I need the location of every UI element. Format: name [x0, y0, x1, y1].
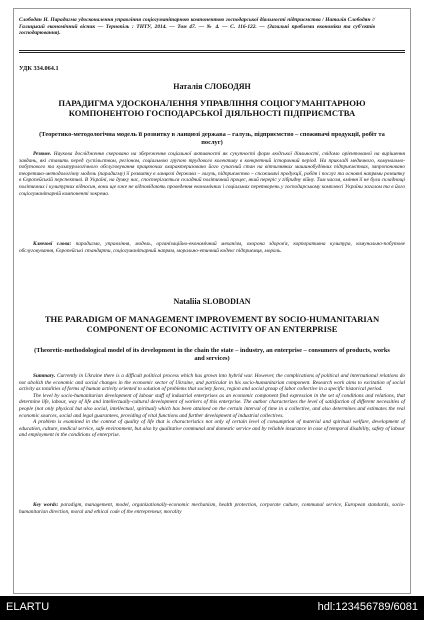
summary-en-label: Summary. — [33, 373, 56, 379]
udc-code: УДК 334.064.1 — [19, 65, 59, 72]
abstract-ua — [19, 151, 405, 197]
summary-en — [19, 373, 405, 439]
summary-en-text: Currently in Ukraine there is a difficult political process which has grown into hybrid war. However, the complications of political and international relations do not abolish the economic and social changes in the economic sector of Ukraine, and particular in his socio-humanitarian component. Research work aims to excitation of social activity as totalities of forms of human activity oriented to solution of problems that society faces, region and social group of labor collective in a specific historical period. — [19, 373, 406, 393]
keywords-ua — [19, 241, 405, 254]
header-rule — [19, 50, 405, 51]
keywords-en-text: paradigm, management, model, organizationally-economic mechanism, health protection, corporate culture, communal service, European standards, socio-humanitarian direction, moral and ethical code of the entrepreneur, morality — [19, 502, 406, 515]
keywords-ua-label: Ключові слова: — [33, 241, 72, 247]
header-rule-second — [19, 52, 405, 53]
title-en: THE PARADIGM OF MANAGEMENT IMPROVEMENT BY SOCIO-HUMANITARIAN COMPONENT OF ECONOMIC ACTIVITY OF AN ENTERPRISE — [44, 314, 380, 334]
keywords-en-label: Key words: — [33, 502, 59, 508]
footer-bar — [0, 596, 424, 620]
footer-repository: ELARTU — [6, 601, 50, 613]
author-en: Nataliia SLOBODIAN — [173, 297, 251, 306]
keywords-ua-text: парадигма, управління, модель, організаційно-економічний механізм, охорона здоров'я, корпоративна культура, комунально-побутове обслуговування, Європейські стандарти, соціогуманітарний напрям, морально-етичний кодекс підприємця, мораль. — [19, 241, 405, 254]
footer-handle: hdl:123456789/6081 — [317, 601, 418, 613]
title-ua: ПАРАДИГМА УДОСКОНАЛЕННЯ УПРАВЛІННЯ СОЦІОГУМАНІТАРНОЮ КОМПОНЕНТОЮ ГОСПОДАРСЬКОЇ ДІЯЛЬНОСТІ ПІДПРИЄМСТВА — [58, 98, 366, 118]
abstract-ua-text: Наукова дослідження скеровано на збереження соціальної активності як сукупності форм людської діяльності, свідомо орієнтованої на вирішення завдань, які ставить перед суспільством, регіоном, соціальною групою трудового колективу в конкретний історичний період. На прикладі медичного, комунально-побутового та культурологічного обслуговування працюючих охарактеризовано його сучасний стан на вітчизняних машинобудівних підприємствах, запропоновано теоретико-методологічну модель (парадигму) її розвитку в ланцюзі держава – галузь, підприємство – споживачі продукції, робіт і послуг та основні напрями розвитку в Європейській перспективі. В Україні, на думку нас, спостерігається складний політичний процес, який переріс у гібридну війну. Тим часом, вміння її не були складнощі політичних і культурних відносин, вони ще вже не відповідають проведення економічних і соціальних перетворень у господарському комплексі України загалом та в його соціогуманітарній компоненті зокрема. — [19, 151, 405, 197]
author-ua: Наталія СЛОБОДЯН — [173, 82, 251, 91]
subtitle-ua: (Теоретико-методологічна модель її розвитку в ланцюзі держава – галузь, підприємство – споживачі продукції, робіт та послуг) — [39, 131, 385, 146]
keywords-en — [19, 502, 405, 515]
summary-en-paragraph-3: A problem is examined in the context of quality of life that is characteristics not only of certain level of consumption of material and spiritual welfare, development of education, culture, medical service, safe environment, but also by qualitative communal and domestic service and by reliable insurance in case of temporal disability, safety of labour and employment in the conditions of enterprise. — [19, 419, 406, 439]
abstract-ua-label: Резюме. — [33, 151, 52, 157]
subtitle-en: (Theoretic-methodological model of its development in the chain the state – industry, an enterprise – consumers of products, works and services) — [34, 347, 390, 362]
citation-reference: Слободян Н. Парадигма удосконалення управління соціогуманітарною компонентою господарської діяльності підприємства / Наталія Слободян // Галицький економічний вісник — Тернопіль : ТНТУ, 2014. — Том 47. — № 4. — С. 116-122. — (Загальні проблеми економіки та суб'єктів господарювання). — [19, 17, 375, 36]
summary-en-paragraph-2: The level by socio-humanitarian development of labour staff of industrial enterprises as an economic component find expression in the set of conditions and relations, that determine life, labour, way of life and intellectually-cultural development of workers of this enterprise. The author characterizes the level of satisfaction of different necessities of people (not only physical but also social, intellectual, spiritual) which has been attained on the certain interval of time in a collective, and also determines and estimates the real economic sources, social and legal guarantees, providing of vital functions and further development of industrial collectives. — [19, 392, 405, 419]
